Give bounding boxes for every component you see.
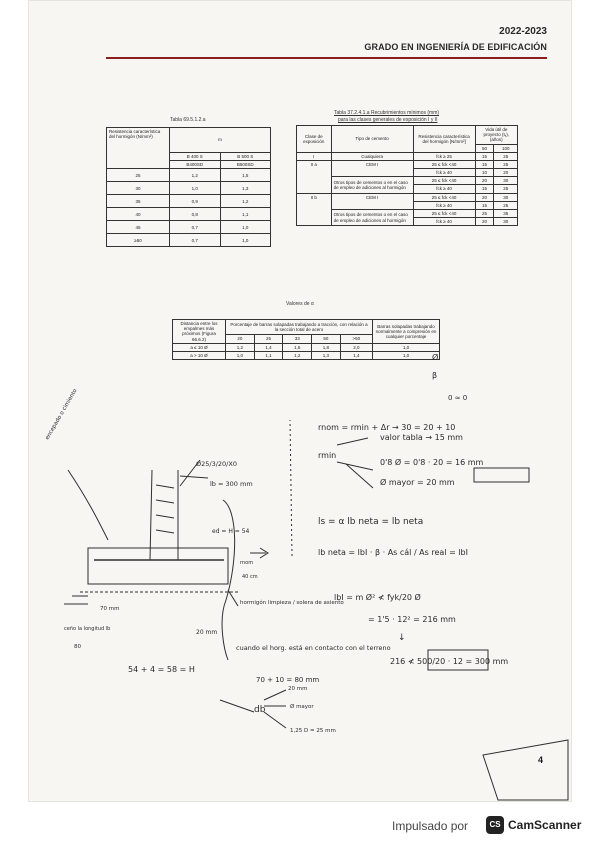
- leader-line: [180, 476, 208, 478]
- arrow: [346, 464, 373, 488]
- cell: I: [297, 152, 332, 160]
- header-year: 2022-2023: [499, 26, 547, 37]
- cell: CEM I: [331, 193, 413, 209]
- note-side1: Ø: [432, 353, 439, 362]
- cell: 25: [107, 169, 170, 182]
- note-hormigon: hormigón limpieza / solera de asiento: [240, 600, 344, 606]
- note-dmayor: Ø mayor = 20 mm: [380, 478, 455, 487]
- cell: II a: [297, 160, 332, 193]
- cell: 1,2: [283, 351, 312, 359]
- answer-box: [474, 468, 529, 482]
- cell: 30: [494, 193, 518, 201]
- note-rnom-tag: rnom: [240, 560, 254, 566]
- cell: 15: [475, 152, 494, 160]
- cell: 1,3: [312, 351, 341, 359]
- arrow: [337, 438, 368, 445]
- cell: 20: [226, 334, 255, 343]
- table1-m-label: m: [218, 137, 222, 143]
- cell: 25 ≤ fck <40: [413, 160, 475, 168]
- table2-caption-1: Tabla 37.2.4.1.a Recubrimientos mínimos (mm): [334, 110, 440, 116]
- table3-header: Distancia entre los empalmes más próximos (Figura 66.6.2): [173, 320, 226, 344]
- cell: 0,7: [170, 234, 221, 247]
- note-r08: 0'8 Ø = 0'8 · 20 = 16 mm: [380, 458, 484, 467]
- dotted-line: [290, 420, 292, 556]
- arrows: [220, 420, 568, 800]
- note-h58: 54 + 4 = 58 = H: [128, 665, 195, 674]
- cell: 1,0: [373, 351, 440, 359]
- note-lbi2: = 1'5 · 12² = 216 mm: [368, 615, 456, 624]
- cell: fck ≥ 40: [413, 218, 475, 226]
- cell: 50: [312, 334, 341, 343]
- table1-sub: B400SD: [170, 161, 221, 169]
- table2-header: Clase de exposición: [297, 126, 332, 153]
- cell: 1,0: [220, 234, 271, 247]
- cell: 1,6: [283, 343, 312, 351]
- note-db125: 1,25 D = 25 mm: [290, 728, 336, 734]
- cell: 25: [475, 209, 494, 217]
- cell: 1,0: [226, 351, 255, 359]
- ground-line: [64, 596, 88, 604]
- cell: Cualquiera: [331, 152, 413, 160]
- page-number: 4: [538, 755, 544, 765]
- cell: 0,9: [170, 195, 221, 208]
- cell: 40: [107, 208, 170, 221]
- cell: 35: [494, 209, 518, 217]
- note-db20: 20 mm: [288, 686, 308, 692]
- cell: 1,8: [312, 343, 341, 351]
- camscanner-brand: CamScanner: [508, 818, 582, 832]
- curve-line: [68, 470, 108, 540]
- note-cuando: cuando el horg. está en contacto con el terreno: [236, 644, 391, 652]
- note-db: db: [254, 705, 266, 715]
- page-corner-box: [483, 740, 568, 800]
- cell: 25 ≤ fck <40: [413, 177, 475, 185]
- table3-header: Barras solapadas trabajando normalmente a compresión en cualquier porcentaje: [373, 320, 440, 344]
- cell: fck ≥ 40: [413, 201, 475, 209]
- note-dim: Ø25/3/20/X0: [196, 460, 237, 468]
- cell: 25: [494, 152, 518, 160]
- note-rmin: rmin: [318, 451, 337, 460]
- table1-sub: B500SD: [220, 161, 271, 169]
- table1-sub: B 400 S: [170, 153, 221, 161]
- cell: Otros tipos de cementos o en el caso de empleo de adiciones al hormigón: [331, 177, 413, 193]
- note-side2: β: [432, 371, 438, 380]
- column-line: [150, 470, 178, 560]
- cell: ≥50: [107, 234, 170, 247]
- note-side3: 0 ≈ 0: [448, 394, 468, 402]
- note-lbi: lbI = m Ø² ≮ fyk/20 Ø: [334, 593, 421, 602]
- cell: 20: [475, 193, 494, 201]
- note-dbmayor: Ø mayor: [290, 704, 314, 710]
- arrow: [264, 690, 286, 728]
- cell: 25: [254, 334, 283, 343]
- table2-caption-2: para las clases generales de exposición I y II: [338, 117, 438, 123]
- cell: 15: [475, 160, 494, 168]
- cell: 25: [494, 160, 518, 168]
- cell: fck ≥ 40: [413, 185, 475, 193]
- cell: 35: [107, 195, 170, 208]
- note-ls: ls = α lb neta = lb neta: [318, 517, 424, 527]
- cell: 20: [475, 218, 494, 226]
- cell: 1,2: [220, 195, 271, 208]
- cell: 25: [494, 201, 518, 209]
- cell: 20: [475, 177, 494, 185]
- note-result: 216 ≮ 500/20 · 12 = 300 mm: [390, 657, 509, 666]
- table1-sub: B 500 S: [220, 153, 271, 161]
- table3-caption: Valores de α: [286, 301, 314, 307]
- cell: fck ≥ 40: [413, 169, 475, 177]
- cell: 1,2: [226, 343, 255, 351]
- cell: 45: [107, 221, 170, 234]
- cell: a ≤ 10 Ø: [173, 343, 226, 351]
- footer-text: Impulsado por: [392, 819, 469, 833]
- cell: 30: [494, 218, 518, 226]
- cell: 20: [494, 169, 518, 177]
- cell: 1,5: [220, 169, 271, 182]
- notes-text: [45, 352, 509, 734]
- cell: 0,7: [170, 221, 221, 234]
- cell: 10: [475, 169, 494, 177]
- cell: 1,2: [170, 169, 221, 182]
- note-t70: 70 mm: [100, 606, 120, 612]
- camscanner-logo-icon: CS: [486, 816, 504, 834]
- note-t80: 80: [74, 644, 81, 650]
- note-a20: 20 mm: [196, 629, 218, 636]
- arrow: [337, 462, 373, 470]
- scanned-page: [28, 0, 572, 802]
- table1-header: Resistencia característica del hormigón (N/mm²): [107, 128, 170, 169]
- cell: 25 ≤ fck <40: [413, 209, 475, 217]
- cell: 33: [283, 334, 312, 343]
- cell: >50: [340, 334, 372, 343]
- note-lbneta: lb neta = lbI · β · As cál / As real = lbI: [318, 548, 468, 557]
- table2-header: Vida útil de proyecto (tᵧ), (años): [475, 126, 517, 145]
- cell: 1,4: [340, 351, 372, 359]
- note-ed: ed = H = 54: [212, 528, 250, 535]
- note-sola: ceño la longitud lb: [64, 626, 111, 632]
- cell: 1,0: [170, 182, 221, 195]
- table3-header: Porcentaje de barras solapadas trabajando a tracción, con relación a la sección total de acero: [226, 320, 373, 335]
- cell: 2,0: [340, 343, 372, 351]
- arrow: [220, 700, 254, 712]
- cell: 1,1: [254, 351, 283, 359]
- note-lb300: lb = 300 mm: [210, 480, 253, 488]
- cell: 30: [494, 177, 518, 185]
- table1-caption: Tabla 69.5.1.2.a: [170, 117, 206, 123]
- cell: 15: [475, 201, 494, 209]
- cell: Otros tipos de cementos o en el caso de empleo de adiciones al hormigón: [331, 209, 413, 225]
- note-cnom: rnom = rmin + Δr → 30 = 20 + 10: [318, 423, 456, 432]
- handwritten-notes: [28, 0, 572, 802]
- cell: 1,0: [373, 343, 440, 351]
- footing-outline: [88, 548, 228, 584]
- cell: 15: [475, 185, 494, 193]
- arrow: [250, 548, 268, 558]
- table2-header: Tipo de cemento: [331, 126, 413, 153]
- stirrup-line: [156, 485, 174, 533]
- cell: 0,8: [170, 208, 221, 221]
- cell: II b: [297, 193, 332, 226]
- note-arrow: ↓: [398, 633, 406, 643]
- cell: 1,0: [220, 221, 271, 234]
- cell: 1,3: [220, 182, 271, 195]
- cell: a > 10 Ø: [173, 351, 226, 359]
- cell: 25: [494, 185, 518, 193]
- table2-header: Resistencia característica del hormigón [N/mm²]: [413, 126, 475, 153]
- cell: fck ≥ 25: [413, 152, 475, 160]
- cell: 1,1: [220, 208, 271, 221]
- cell: 1,4: [254, 343, 283, 351]
- cell: 25 ≤ fck <40: [413, 193, 475, 201]
- cell: CEM I: [331, 160, 413, 176]
- note-hl: 40 cm: [242, 574, 258, 580]
- note-vtabla: valor tabla → 15 mm: [380, 433, 463, 442]
- note-c70: 70 + 10 = 80 mm: [256, 676, 320, 684]
- note-enca: encepado o cimiento: [44, 388, 79, 441]
- table2-header: 100: [494, 144, 518, 152]
- table2-header: 50: [475, 144, 494, 152]
- header-title: GRADO EN INGENIERÍA DE EDIFICACIÓN: [364, 42, 547, 52]
- cell: 30: [107, 182, 170, 195]
